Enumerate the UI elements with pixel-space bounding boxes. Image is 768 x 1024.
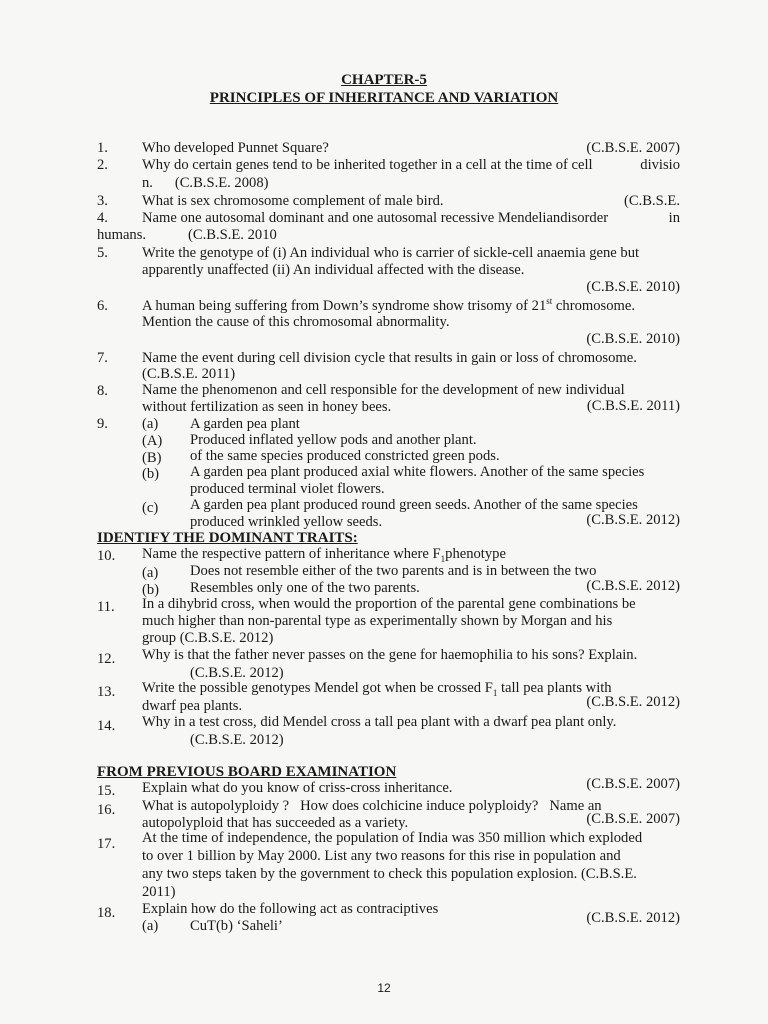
question-text: Name the phenomenon and cell responsible for the development of new individual (142, 382, 625, 398)
question-text: Name the respective pattern of inheritance where $F_1phenotype$ (142, 546, 506, 564)
sub-item-text: Resembles only one of the two parents. (190, 580, 420, 596)
section-heading: IDENTIFY THE DOMINANT TRAITS: (97, 530, 358, 546)
question-number: 3. (97, 193, 108, 209)
question-number: 18. (97, 905, 116, 921)
question-number: 1. (97, 140, 108, 156)
question-reference: (C.B.S.E. 2007) (586, 140, 680, 156)
sub-item-text: A garden pea plant (190, 416, 300, 432)
sub-item-label: (a) (142, 565, 159, 581)
question-text: without fertilization as seen in honey bees. (142, 399, 392, 415)
question-text: Explain what do you know of criss-cross inheritance. (142, 780, 453, 796)
question-text: apparently unaffected (ii) An individual affected with the disease. (142, 262, 525, 278)
question-text: In a dihybrid cross, when would the proportion of the parental gene combinations be (142, 596, 636, 612)
sub-item-text: produced wrinkled yellow seeds. (190, 514, 383, 530)
question-reference: (C.B.S.E. 2012) (586, 578, 680, 594)
question-reference: (C.B.S.E. 2010 (188, 227, 277, 243)
chapter-heading: CHAPTER-5 (341, 72, 427, 88)
question-number: 12. (97, 651, 116, 667)
question-text: Name the event during cell division cycle that results in gain or loss of chromosome. (142, 350, 637, 366)
question-text: What is autopolyploidy ? How does colchicine induce polyploidy? Name an (142, 798, 602, 814)
question-text: What is sex chromosome complement of male bird. (142, 193, 444, 209)
question-text: A human being suffering from Down’s syndrome show trisomy of 21st chromosome. (142, 296, 635, 314)
question-number: 4. (97, 210, 108, 226)
question-text: Why is that the father never passes on the gene for haemophilia to his sons? Explain. (142, 647, 638, 663)
question-text: 2011) (142, 884, 176, 900)
question-reference: (C.B.S.E. 2007) (586, 776, 680, 792)
question-text: Why in a test cross, did Mendel cross a tall pea plant with a dwarf pea plant only. (142, 714, 617, 730)
question-number: 15. (97, 783, 116, 799)
question-number: 5. (97, 245, 108, 261)
sub-item-label: (c) (142, 500, 159, 516)
question-text: group (C.B.S.E. 2012) (142, 630, 274, 646)
chapter-title: PRINCIPLES OF INHERITANCE AND VARIATION (209, 90, 559, 106)
question-text: Why do certain genes tend to be inherited together in a cell at the time of cell (142, 157, 593, 173)
question-reference: (C.B.S.E. 2012) (586, 694, 680, 710)
sub-item-text: A garden pea plant produced round green seeds. Another of the same species (190, 497, 638, 513)
sub-item-text: produced terminal violet flowers. (190, 481, 385, 497)
question-reference: (C.B.S.E. 2010) (586, 331, 680, 347)
question-number: 8. (97, 383, 108, 399)
question-number: 16. (97, 802, 116, 818)
question-text: n. (C.B.S.E. 2008) (142, 175, 269, 191)
question-text: humans. (97, 227, 147, 243)
question-text: Mention the cause of this chromosomal abnormality. (142, 314, 450, 330)
question-reference: (C.B.S.E. 2012) (586, 512, 680, 528)
question-reference: (C.B.S.E. 2012) (190, 732, 284, 748)
sub-item-label: (a) (142, 918, 159, 934)
question-reference: (C.B.S.E. 2011) (586, 398, 680, 414)
section-heading: FROM PREVIOUS BOARD EXAMINATION (97, 764, 397, 780)
question-text: Write the possible genotypes Mendel got when be crossed $F_1$ tall pea plants with (142, 680, 612, 698)
question-text: dwarf pea plants. (142, 698, 243, 714)
sub-item-label: (B) (142, 450, 162, 466)
question-reference: (C.B.S.E. 2010) (586, 279, 680, 295)
question-text: any two steps taken by the government to check this population explosion. (C.B.S.E. (142, 866, 637, 882)
question-reference: (C.B.S.E. 2011) (142, 366, 236, 382)
question-number: 6. (97, 298, 108, 314)
question-text: At the time of independence, the population of India was 350 million which exploded (142, 830, 643, 846)
question-reference: (C.B.S.E. (624, 193, 680, 209)
sub-item-label: (A) (142, 433, 163, 449)
question-number: 17. (97, 836, 116, 852)
sub-item-text: CuT(b) ‘Saheli’ (190, 918, 283, 934)
question-number: 7. (97, 350, 108, 366)
question-reference: (C.B.S.E. 2012) (190, 665, 284, 681)
question-text-wrap: divisio (640, 157, 680, 173)
question-text: Explain how do the following act as contraciptives (142, 901, 439, 917)
question-number: 10. (97, 548, 116, 564)
question-number: 2. (97, 157, 108, 173)
page-number: 12 (377, 981, 391, 995)
sub-item-label: (b) (142, 582, 160, 598)
question-reference: (C.B.S.E. 2012) (586, 910, 680, 926)
sub-item-text: A garden pea plant produced axial white flowers. Another of the same species (190, 464, 645, 480)
question-text: Write the genotype of (i) An individual who is carrier of sickle-cell anaemia gene but (142, 245, 640, 261)
question-text: to over 1 billion by May 2000. List any two reasons for this rise in population and (142, 848, 621, 864)
question-text: much higher than non-parental type as experimentally shown by Morgan and his (142, 613, 613, 629)
sub-item-label: (b) (142, 466, 160, 482)
question-text: Who developed Punnet Square? (142, 140, 329, 156)
sub-item-label: (a) (142, 416, 159, 432)
question-text-wrap: in (668, 210, 680, 226)
question-text: Name one autosomal dominant and one autosomal recessive Mendeliandisorder (142, 210, 609, 226)
question-number: 11. (97, 599, 115, 615)
question-number: 14. (97, 718, 116, 734)
sub-item-text: Does not resemble either of the two parents and is in between the two (190, 563, 597, 579)
sub-item-text: of the same species produced constricted green pods. (190, 448, 500, 464)
question-reference: (C.B.S.E. 2007) (586, 811, 680, 827)
question-number: 13. (97, 684, 116, 700)
sub-item-text: Produced inflated yellow pods and another plant. (190, 432, 477, 448)
question-number: 9. (97, 416, 108, 432)
question-text: autopolyploid that has succeeded as a variety. (142, 815, 409, 831)
